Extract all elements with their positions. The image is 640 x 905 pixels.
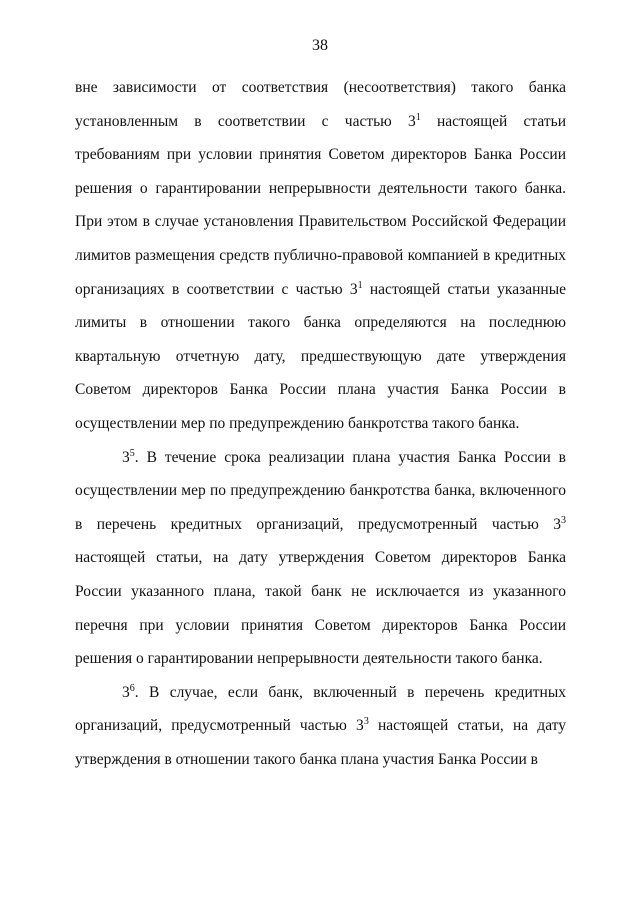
- superscript: 1: [415, 111, 421, 123]
- paragraph-3-5: [75, 441, 566, 676]
- text-segment: вне зависимости от соответствия (несоответствия) такого банка установленным в соответствии с частью 3: [75, 79, 566, 130]
- clause-number: 3: [122, 448, 130, 466]
- text-segment: настоящей статьи указанные лимиты в отношении такого банка определяются на последнюю квартальную отчетную дату, предшествующую дате утверждения Советом директоров Банка России плана участия Банка России в осуществлении мер по предупреждению банкротства такого банка.: [75, 280, 566, 432]
- text-segment: настоящей статьи требованиям при условии принятия Советом директоров Банка России решения о гарантировании непрерывности деятельности такого банка. При этом в случае установления Правительством Российской Федерации лимитов размещения средств публично-правовой компанией в кредитных организациях в соответствии с частью 3: [75, 112, 566, 298]
- document-body: [75, 71, 566, 776]
- text-segment: настоящей статьи, на дату утверждения в отношении такого банка плана участия Банка России в: [75, 717, 566, 768]
- page-number: 38: [312, 37, 328, 54]
- paragraph-continuation: [75, 71, 566, 441]
- text-segment: . В случае, если банк, включенный в перечень кредитных организаций, предусмотренный частью 3: [75, 683, 566, 735]
- superscript: 3: [363, 716, 369, 728]
- text-segment: . В течение срока реализации плана участия Банка России в осуществлении мер по предупреждению банкротства банка, включенного в перечень кредитных организаций, предусмотренный частью 3: [75, 448, 566, 533]
- superscript: 1: [357, 279, 363, 291]
- paragraph-3-6: [75, 676, 566, 777]
- clause-number: 3: [122, 683, 130, 701]
- superscript: 6: [129, 682, 135, 694]
- text-segment: настоящей статьи, на дату утверждения Советом директоров Банка России указанного плана, такой банк не исключается из указанного перечня при условии принятия Советом директоров Банка России решения о гарантировании непрерывности деятельности такого банка.: [75, 549, 566, 668]
- superscript: 3: [561, 514, 566, 526]
- superscript: 5: [129, 447, 135, 459]
